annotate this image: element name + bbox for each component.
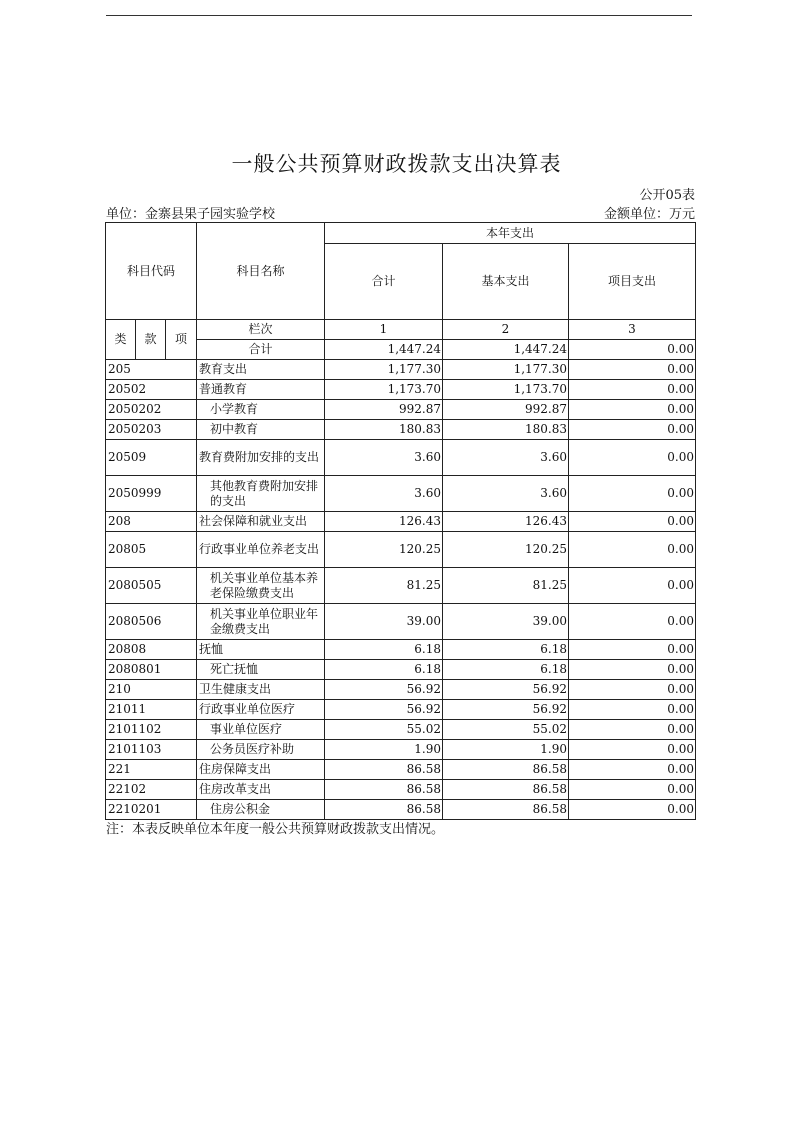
- row-total: 120.25: [325, 532, 443, 568]
- row-project: 0.00: [569, 660, 696, 680]
- row-code: 2101103: [106, 740, 197, 760]
- row-code: 2050202: [106, 400, 197, 420]
- row-basic: 126.43: [443, 512, 569, 532]
- table-row: [106, 640, 696, 660]
- row-code: 205: [106, 360, 197, 380]
- header-xiang: 项: [166, 320, 197, 360]
- row-basic: 6.18: [443, 640, 569, 660]
- row-name: 住房公积金: [197, 800, 325, 820]
- total-basic: 1,447.24: [443, 340, 569, 360]
- row-project: 0.00: [569, 400, 696, 420]
- row-total: 1,173.70: [325, 380, 443, 400]
- header-total: 合计: [325, 244, 443, 320]
- row-total: 55.02: [325, 720, 443, 740]
- row-basic: 1.90: [443, 740, 569, 760]
- row-code: 2080506: [106, 604, 197, 640]
- header-lanci: 栏次: [197, 320, 325, 340]
- row-name: 死亡抚恤: [197, 660, 325, 680]
- row-code: 21011: [106, 700, 197, 720]
- row-total: 1.90: [325, 740, 443, 760]
- row-project: 0.00: [569, 640, 696, 660]
- row-basic: 55.02: [443, 720, 569, 740]
- row-name: 普通教育: [197, 380, 325, 400]
- expenditure-table: [105, 222, 696, 820]
- row-project: 0.00: [569, 740, 696, 760]
- row-name: 卫生健康支出: [197, 680, 325, 700]
- table-row: [106, 568, 696, 604]
- table-row: [106, 360, 696, 380]
- table-row: [106, 700, 696, 720]
- row-basic: 3.60: [443, 440, 569, 476]
- total-label: 合计: [197, 340, 325, 360]
- row-total: 56.92: [325, 680, 443, 700]
- row-code: 20805: [106, 532, 197, 568]
- table-row: [106, 660, 696, 680]
- row-basic: 86.58: [443, 780, 569, 800]
- row-name: 教育支出: [197, 360, 325, 380]
- table-row: [106, 400, 696, 420]
- row-name: 教育费附加安排的支出: [197, 440, 325, 476]
- row-name: 小学教育: [197, 400, 325, 420]
- row-code: 20502: [106, 380, 197, 400]
- table-number: 公开05表: [639, 188, 695, 203]
- row-basic: 180.83: [443, 420, 569, 440]
- row-project: 0.00: [569, 532, 696, 568]
- table-row: [106, 380, 696, 400]
- row-total: 3.60: [325, 440, 443, 476]
- row-name: 初中教育: [197, 420, 325, 440]
- row-basic: 86.58: [443, 760, 569, 780]
- table-row: [106, 720, 696, 740]
- row-name: 住房改革支出: [197, 780, 325, 800]
- row-code: 2210201: [106, 800, 197, 820]
- row-basic: 56.92: [443, 680, 569, 700]
- row-code: 2080801: [106, 660, 197, 680]
- row-total: 6.18: [325, 640, 443, 660]
- row-project: 0.00: [569, 720, 696, 740]
- row-name: 公务员医疗补助: [197, 740, 325, 760]
- row-total: 126.43: [325, 512, 443, 532]
- row-code: 20509: [106, 440, 197, 476]
- top-rule: [106, 15, 692, 16]
- row-project: 0.00: [569, 800, 696, 820]
- header-code: 科目代码: [106, 223, 197, 320]
- table-row: [106, 604, 696, 640]
- row-project: 0.00: [569, 680, 696, 700]
- row-project: 0.00: [569, 512, 696, 532]
- row-basic: 120.25: [443, 532, 569, 568]
- row-basic: 1,177.30: [443, 360, 569, 380]
- total-amount: 1,447.24: [325, 340, 443, 360]
- unit-name: 单位：金寨县果子园实验学校: [106, 207, 276, 222]
- row-basic: 3.60: [443, 476, 569, 512]
- row-project: 0.00: [569, 780, 696, 800]
- row-total: 3.60: [325, 476, 443, 512]
- row-basic: 86.58: [443, 800, 569, 820]
- table-row: [106, 440, 696, 476]
- row-total: 992.87: [325, 400, 443, 420]
- header-col3: 3: [569, 320, 696, 340]
- header-col1: 1: [325, 320, 443, 340]
- row-total: 6.18: [325, 660, 443, 680]
- amount-unit: 金额单位：万元: [603, 207, 695, 222]
- row-project: 0.00: [569, 568, 696, 604]
- row-code: 2101102: [106, 720, 197, 740]
- header-kuan: 款: [136, 320, 166, 360]
- header-lei: 类: [106, 320, 136, 360]
- footnote: 注：本表反映单位本年度一般公共预算财政拨款支出情况。: [106, 822, 445, 837]
- row-project: 0.00: [569, 760, 696, 780]
- table-row: [106, 740, 696, 760]
- row-name: 其他教育费附加安排的支出: [197, 476, 325, 512]
- row-name: 事业单位医疗: [197, 720, 325, 740]
- table-row: [106, 680, 696, 700]
- table-row: [106, 780, 696, 800]
- row-project: 0.00: [569, 476, 696, 512]
- row-code: 22102: [106, 780, 197, 800]
- table-row: [106, 420, 696, 440]
- row-code: 2050999: [106, 476, 197, 512]
- table-row: [106, 760, 696, 780]
- row-project: 0.00: [569, 360, 696, 380]
- row-name: 机关事业单位职业年金缴费支出: [197, 604, 325, 640]
- row-total: 86.58: [325, 800, 443, 820]
- row-name: 社会保障和就业支出: [197, 512, 325, 532]
- row-code: 2080505: [106, 568, 197, 604]
- row-project: 0.00: [569, 604, 696, 640]
- header-name: 科目名称: [197, 223, 325, 320]
- row-total: 86.58: [325, 780, 443, 800]
- header-project: 项目支出: [569, 244, 696, 320]
- row-basic: 1,173.70: [443, 380, 569, 400]
- row-code: 210: [106, 680, 197, 700]
- row-name: 抚恤: [197, 640, 325, 660]
- table-row: [106, 476, 696, 512]
- row-code: 20808: [106, 640, 197, 660]
- table-row: [106, 512, 696, 532]
- table-row: [106, 532, 696, 568]
- row-basic: 56.92: [443, 700, 569, 720]
- row-basic: 81.25: [443, 568, 569, 604]
- row-total: 1,177.30: [325, 360, 443, 380]
- row-code: 2050203: [106, 420, 197, 440]
- table-row: [106, 800, 696, 820]
- row-code: 221: [106, 760, 197, 780]
- row-basic: 6.18: [443, 660, 569, 680]
- row-project: 0.00: [569, 700, 696, 720]
- row-project: 0.00: [569, 380, 696, 400]
- row-project: 0.00: [569, 420, 696, 440]
- row-total: 56.92: [325, 700, 443, 720]
- row-total: 86.58: [325, 760, 443, 780]
- page-title: 一般公共预算财政拨款支出决算表: [231, 152, 562, 176]
- row-total: 39.00: [325, 604, 443, 640]
- row-name: 住房保障支出: [197, 760, 325, 780]
- header-col2: 2: [443, 320, 569, 340]
- row-name: 行政事业单位养老支出: [197, 532, 325, 568]
- row-basic: 39.00: [443, 604, 569, 640]
- header-basic: 基本支出: [443, 244, 569, 320]
- header-year-expense: 本年支出: [325, 223, 696, 244]
- row-name: 机关事业单位基本养老保险缴费支出: [197, 568, 325, 604]
- row-code: 208: [106, 512, 197, 532]
- row-total: 81.25: [325, 568, 443, 604]
- total-project: 0.00: [569, 340, 696, 360]
- row-name: 行政事业单位医疗: [197, 700, 325, 720]
- row-total: 180.83: [325, 420, 443, 440]
- row-project: 0.00: [569, 440, 696, 476]
- row-basic: 992.87: [443, 400, 569, 420]
